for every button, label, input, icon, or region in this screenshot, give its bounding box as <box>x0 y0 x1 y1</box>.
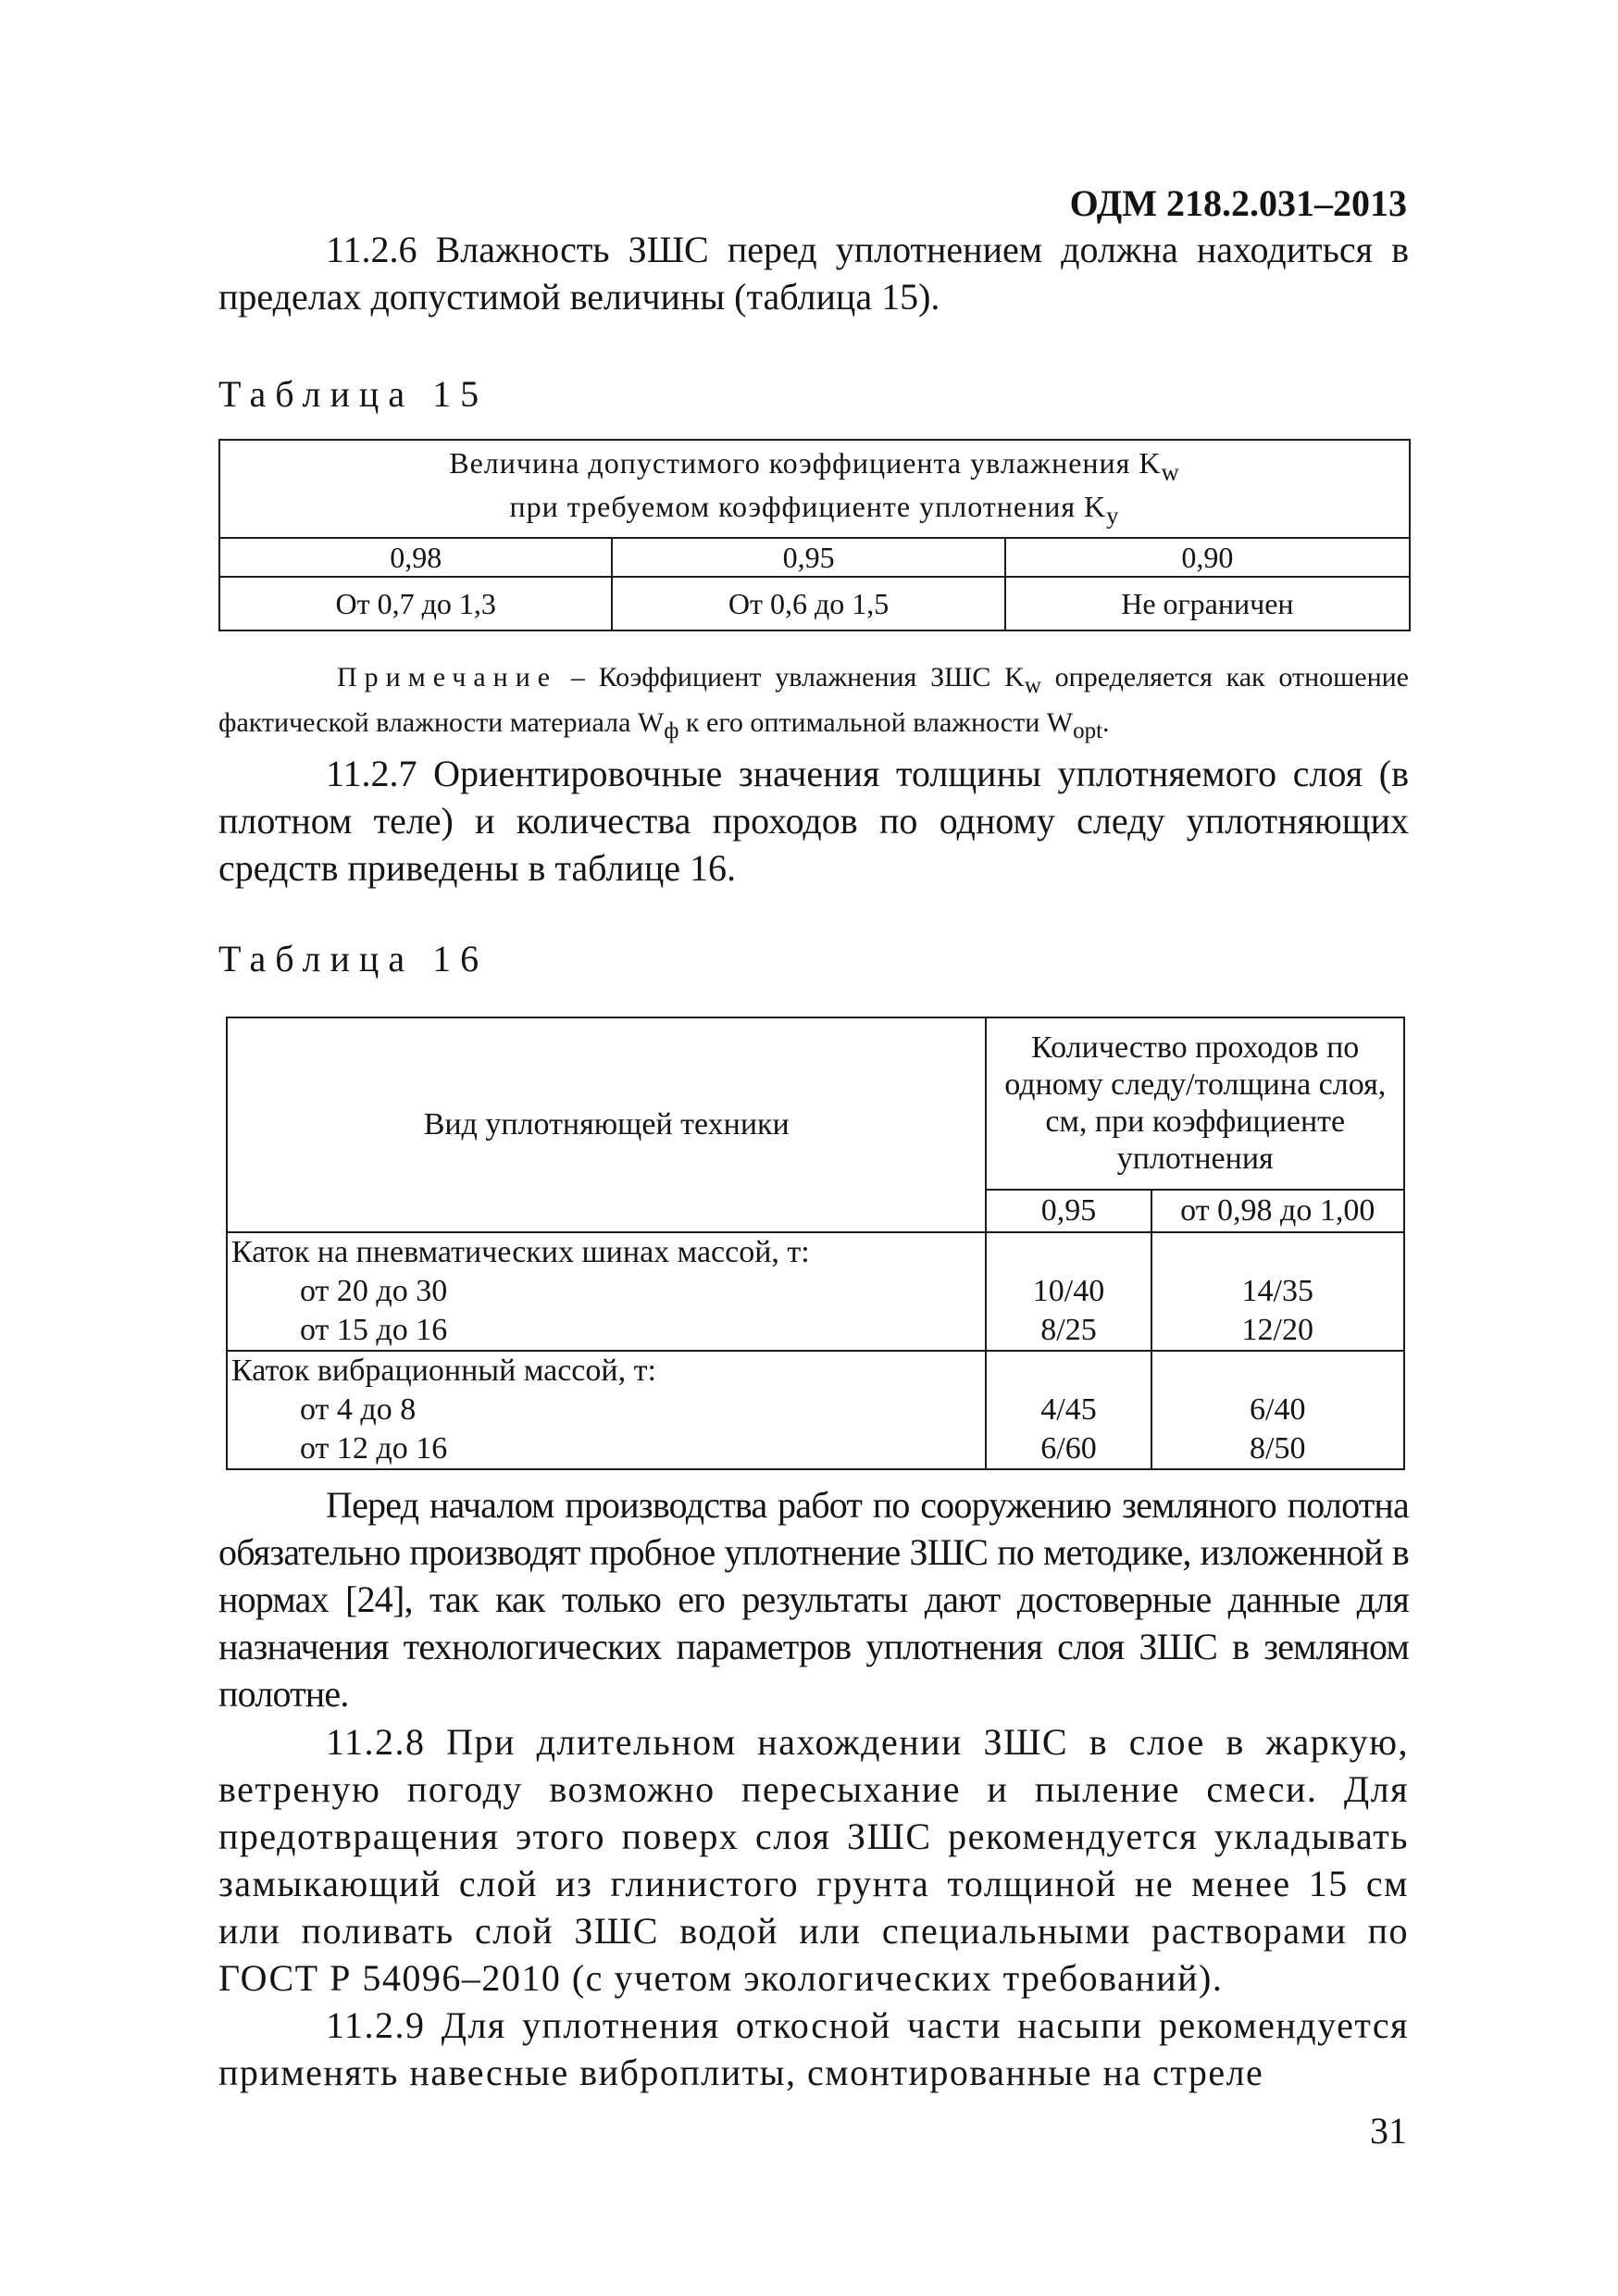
table-15-value-1: От 0,7 до 1,3 <box>219 577 612 630</box>
table-row <box>227 1232 1404 1351</box>
table-15-col-2: 0,95 <box>612 538 1004 577</box>
table-row <box>227 1351 1404 1469</box>
table-15-col-3: 0,90 <box>1005 538 1410 577</box>
table-15 <box>218 439 1411 631</box>
table-16 <box>226 1017 1405 1470</box>
table-16-group-2: Каток вибрационный массой, т: от 4 до 8 от 12 до 16 <box>227 1351 986 1469</box>
table-15-header <box>219 440 1410 538</box>
ky-subscript: у <box>1106 501 1120 530</box>
paragraph-trial-compaction: Перед началом производства работ по сооружению земляного полотна обязательно производят пробное уплотнение ЗШС по методике, изложенной в нормах [24], так как только его результаты дают достоверные данные для назначения технологических параметров уплотнения слоя ЗШС в земляном полотне. <box>218 1484 1409 1715</box>
table-15-note: Примечание – Коэффициент увлажнения ЗШС $K_w$ определяется как отношение фактической влажности материала $W_ф$ к его оптимальной влажности $W_{opt}$. <box>218 662 1409 743</box>
table-15-value-2: От 0,6 до 1,5 <box>612 577 1004 630</box>
table-15-value-3: Не ограничен <box>1005 577 1410 630</box>
table-15-caption: Таблица 15 <box>218 373 489 415</box>
table-15-header-line2: при требуемом коэффициенте уплотнения K <box>509 490 1107 523</box>
table-16-group-1-v1: 10/40 8/25 <box>986 1232 1151 1351</box>
table-16-subcol-2: от 0,98 до 1,00 <box>1151 1190 1404 1232</box>
table-16-caption: Таблица 16 <box>218 938 489 980</box>
table-16-group-2-v2: 6/40 8/50 <box>1151 1351 1404 1469</box>
table-16-group-1: Каток на пневматических шинах массой, т: от 20 до 30 от 15 до 16 <box>227 1232 986 1351</box>
section-11-2-8: 11.2.8 При длительном нахождении ЗШС в слое в жаркую, ветреную погоду возможно пересыхание и пыление смеси. Для предотвращения этого поверх слоя ЗШС рекомендуется укладывать замыкающий слой из глинистого грунта толщиной не менее 15 см или поливать слой ЗШС водой или специальными растворами по ГОСТ Р 54096–2010 (с учетом экологических требований). <box>218 1721 1409 1999</box>
table-16-type-header: Вид уплотняющей техники <box>227 1017 986 1232</box>
document-code: ОДМ 218.2.031–2013 <box>1069 182 1407 224</box>
section-11-2-7: 11.2.7 Ориентировочные значения толщины уплотняемого слоя (в плотном теле) и количества проходов по одному следу уплотняющих средств приведены в таблице 16. <box>218 753 1409 889</box>
kw-subscript: w <box>1161 457 1180 485</box>
table-15-header-line1: Величина допустимого коэффициента увлажнения K <box>449 445 1162 480</box>
table-15-col-1: 0,98 <box>219 538 612 577</box>
table-16-subcol-1: 0,95 <box>986 1190 1151 1232</box>
table-16-group-1-v2: 14/35 12/20 <box>1151 1232 1404 1351</box>
note-label: Примечание <box>337 662 558 693</box>
table-16-group-2-v1: 4/45 6/60 <box>986 1351 1151 1469</box>
table-16-passes-header: Количество проходов по одному следу/толщина слоя, см, при коэффициенте уплотнения <box>986 1017 1404 1190</box>
section-11-2-9: 11.2.9 Для уплотнения откосной части насыпи рекомендуется применять навесные виброплиты, смонтированные на стреле <box>218 2004 1409 2093</box>
page-number: 31 <box>1370 2110 1407 2152</box>
section-11-2-6: 11.2.6 Влажность ЗШС перед уплотнением должна находиться в пределах допустимой величины (таблица 15). <box>218 229 1409 318</box>
